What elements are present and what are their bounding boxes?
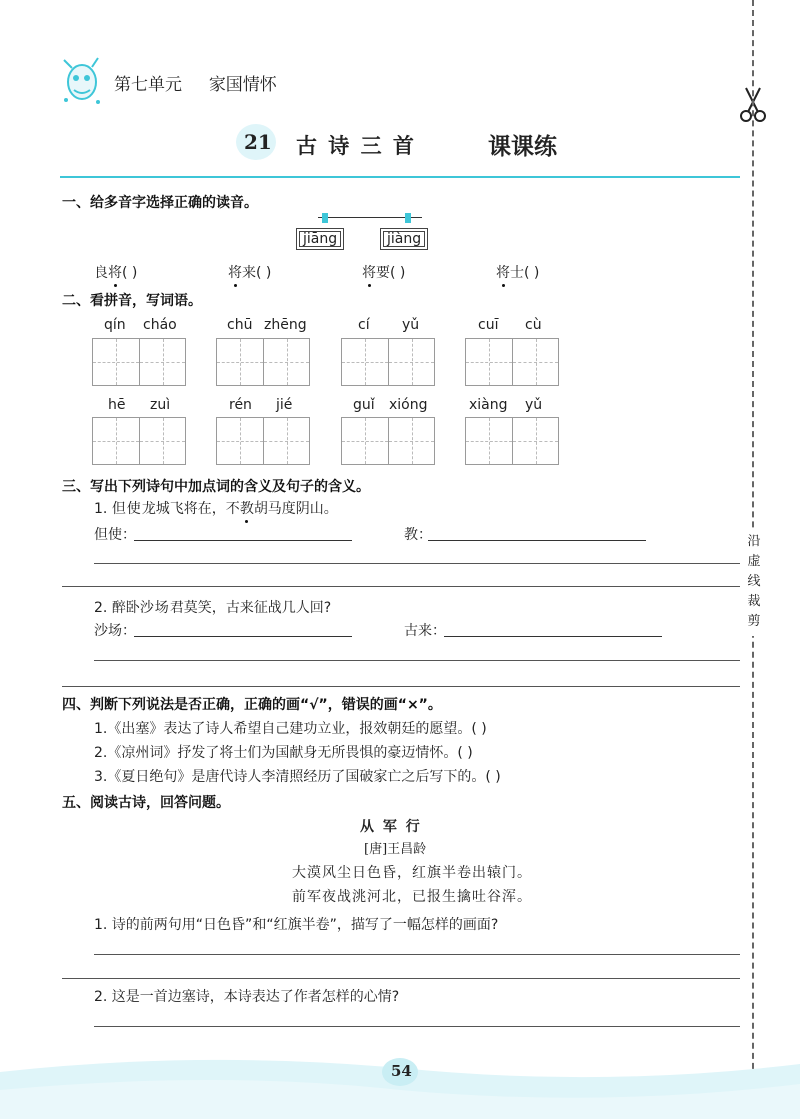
mascot-icon (58, 52, 104, 108)
reading-question-1: 1. 诗的前两句用“日色昏”和“红旗半卷”，描写了一幅怎样的画面? (94, 917, 499, 933)
page-number: 54 (391, 1062, 412, 1080)
poem-author: [唐]王昌龄 (364, 842, 427, 857)
answer-line-r2-1[interactable] (94, 1026, 740, 1027)
lesson-title: 古 诗 三 首 (296, 133, 416, 158)
pinyin-2b: zhēng (264, 317, 307, 333)
pinyin-8b: yǔ (525, 397, 543, 413)
writing-grid-6[interactable] (216, 417, 310, 465)
pinyin-5b: zuì (150, 397, 171, 413)
writing-grid-2[interactable] (216, 338, 310, 386)
lesson-tag: 课课练 (488, 133, 557, 160)
section-4-title: 四、判断下列说法是否正确，正确的画“√”，错误的画“×”。 (62, 697, 442, 713)
pinyin-8a: xiàng (469, 397, 508, 413)
s3-question-2: 2. 醉卧沙场君莫笑，古来征战几人回? (94, 600, 332, 616)
judge-item-2: 2.《凉州词》抒发了将士们为国献身无所畏惧的豪迈情怀。( ) (94, 745, 473, 761)
s3-question-1: 1. 但使龙城飞将在，不教胡马度阴山。 (94, 501, 338, 517)
section-1-title: 一、给多音字选择正确的读音。 (62, 195, 258, 211)
s3-label-jiao: 教： (404, 527, 432, 543)
answer-line-q1-full-1[interactable] (94, 563, 740, 564)
writing-grid-7[interactable] (341, 417, 435, 465)
writing-grid-3[interactable] (341, 338, 435, 386)
answer-line-r1-2[interactable] (62, 978, 740, 979)
pinyin-2a: chū (227, 317, 253, 333)
polyphone-item-4: 将士( ) (496, 265, 540, 281)
unit-label: 第七单元 (114, 75, 182, 95)
unit-title (114, 70, 277, 95)
s3-label-danshi: 但使： (94, 527, 136, 543)
writing-grid-8[interactable] (465, 417, 559, 465)
answer-line-q2-full-2[interactable] (62, 686, 740, 687)
pinyin-option-2: jiàng (380, 228, 428, 250)
pinyin-3a: cí (358, 317, 370, 333)
bracket-marker-left (322, 213, 328, 223)
pinyin-5a: hē (108, 397, 126, 413)
poem-line-1: 大漠风尘日色昏，红旗半卷出辕门。 (292, 865, 532, 881)
bracket-marker-right (405, 213, 411, 223)
judge-item-1: 1.《出塞》表达了诗人希望自己建功立业，报效朝廷的愿望。( ) (94, 721, 487, 737)
pinyin-4b: cù (525, 317, 542, 333)
answer-line-r1-1[interactable] (94, 954, 740, 955)
section-3-title: 三、写出下列诗句中加点词的含义及句子的含义。 (62, 479, 370, 495)
pinyin-6b: jié (276, 397, 293, 413)
writing-grid-1[interactable] (92, 338, 186, 386)
pinyin-4a: cuī (478, 317, 499, 333)
pinyin-1a: qín (104, 317, 126, 333)
header-rule (60, 176, 740, 178)
section-5-title: 五、阅读古诗，回答问题。 (62, 795, 230, 811)
answer-line-q2-full-1[interactable] (94, 660, 740, 661)
answer-line-q1-full-2[interactable] (62, 586, 740, 587)
writing-grid-4[interactable] (465, 338, 559, 386)
polyphone-item-2: 将来( ) (228, 265, 272, 281)
pinyin-7a: guǐ (353, 397, 375, 413)
writing-grid-5[interactable] (92, 417, 186, 465)
answer-line-danshi[interactable] (134, 540, 352, 541)
unit-theme: 家国情怀 (208, 75, 277, 95)
pinyin-option-1: jiāng (296, 228, 344, 250)
pinyin-6a: rén (229, 397, 252, 413)
reading-question-2: 2. 这是一首边塞诗，本诗表达了作者怎样的心情? (94, 989, 400, 1005)
lesson-number: 21 (244, 130, 272, 154)
answer-line-jiao[interactable] (428, 540, 646, 541)
pinyin-1b: cháo (143, 317, 177, 333)
judge-item-3: 3.《夏日绝句》是唐代诗人李清照经历了国破家亡之后写下的。( ) (94, 769, 501, 785)
polyphone-item-3: 将要( ) (362, 265, 406, 281)
cut-instruction: 沿 虚 线 裁 剪 (742, 528, 766, 636)
pinyin-3b: yǔ (402, 317, 420, 333)
poem-line-2: 前军夜战洮河北，已报生擒吐谷浑。 (292, 889, 532, 905)
s3-label-shachang: 沙场： (94, 623, 136, 639)
answer-line-shachang[interactable] (134, 636, 352, 637)
answer-line-gulai[interactable] (444, 636, 662, 637)
poem-title: 从 军 行 (360, 819, 422, 835)
pinyin-7b: xióng (389, 397, 428, 413)
s3-label-gulai: 古来： (404, 623, 446, 639)
polyphone-item-1: 良将( ) (94, 265, 138, 281)
section-2-title: 二、看拼音，写词语。 (62, 293, 202, 309)
